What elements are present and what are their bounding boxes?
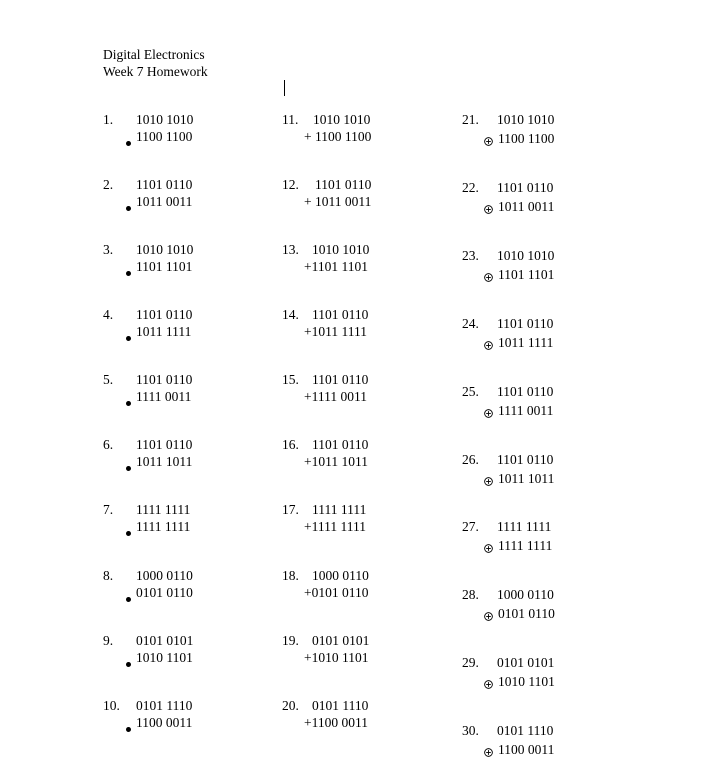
- operand-a: 1101 0110: [497, 180, 554, 195]
- operand-a: 0101 1110: [136, 698, 193, 713]
- problem-13: [282, 242, 462, 282]
- problem-number: 5.: [103, 372, 114, 387]
- operand-b: +1100 0011: [304, 715, 368, 730]
- and-operator-dot-icon: [126, 264, 131, 280]
- xor-operator-icon: [484, 270, 493, 286]
- operand-a: 1000 0110: [497, 587, 554, 602]
- and-operator-dot-icon: [126, 134, 131, 150]
- operand-b: 1101 1101: [498, 267, 555, 282]
- problem-25: [462, 384, 642, 424]
- operand-a: 1101 0110: [136, 372, 193, 387]
- problem-number: 8.: [103, 568, 114, 583]
- operand-b: 1011 1111: [136, 324, 192, 339]
- problem-number: 17.: [282, 502, 299, 517]
- and-operator-dot-icon: [126, 590, 131, 606]
- problem-number: 11.: [282, 112, 299, 127]
- problem-number: 1.: [103, 112, 114, 127]
- operand-b: 1011 0011: [498, 199, 555, 214]
- and-operator-dot-icon: [126, 329, 131, 345]
- problem-number: 10.: [103, 698, 120, 713]
- and-operator-dot-icon: [126, 199, 131, 215]
- operand-a: 0101 1110: [497, 723, 554, 738]
- problem-number: 23.: [462, 248, 479, 263]
- problem-number: 12.: [282, 177, 299, 192]
- and-operator-dot-icon: [126, 524, 131, 540]
- and-operator-dot-icon: [126, 394, 131, 410]
- problem-number: 14.: [282, 307, 299, 322]
- problem-number: 15.: [282, 372, 299, 387]
- operand-a: 1010 1010: [313, 112, 371, 127]
- problem-number: 4.: [103, 307, 114, 322]
- problem-24: [462, 316, 642, 356]
- operand-b: +1010 1101: [304, 650, 369, 665]
- problem-number: 29.: [462, 655, 479, 670]
- xor-operator-icon: [484, 609, 493, 625]
- operand-b: 1100 0011: [136, 715, 193, 730]
- xor-operator-icon: [484, 202, 493, 218]
- operand-a: 1010 1010: [136, 112, 194, 127]
- problem-23: [462, 248, 642, 288]
- operand-a: 0101 0101: [497, 655, 555, 670]
- problem-6: [103, 437, 283, 477]
- xor-operator-icon: [484, 745, 493, 761]
- operand-a: 1101 0110: [497, 452, 554, 467]
- problem-18: [282, 568, 462, 608]
- and-operator-dot-icon: [126, 459, 131, 475]
- operand-b: +1111 1111: [304, 519, 366, 534]
- operand-a: 1010 1010: [497, 248, 555, 263]
- problem-30: [462, 723, 642, 763]
- problem-9: [103, 633, 283, 673]
- operand-a: 0101 1110: [312, 698, 369, 713]
- problem-number: 22.: [462, 180, 479, 195]
- operand-a: 1101 0110: [136, 177, 193, 192]
- operand-b: + 1011 0011: [304, 194, 372, 209]
- problem-10: [103, 698, 283, 738]
- operand-a: 1111 1111: [136, 502, 191, 517]
- problem-7: [103, 502, 283, 542]
- operand-a: 0101 0101: [136, 633, 194, 648]
- operand-b: 1011 0011: [136, 194, 193, 209]
- problem-27: [462, 519, 642, 559]
- problem-29: [462, 655, 642, 695]
- operand-b: 1111 0011: [498, 403, 554, 418]
- xor-operator-icon: [484, 541, 493, 557]
- operand-a: 1010 1010: [312, 242, 370, 257]
- operand-a: 1010 1010: [497, 112, 555, 127]
- operand-a: 1101 0110: [312, 372, 369, 387]
- operand-b: 1100 1100: [498, 131, 555, 146]
- problem-16: [282, 437, 462, 477]
- xor-operator-icon: [484, 338, 493, 354]
- operand-b: 1101 1101: [136, 259, 193, 274]
- operand-a: 1101 0110: [312, 307, 369, 322]
- problem-21: [462, 112, 642, 152]
- and-operator-dot-icon: [126, 655, 131, 671]
- operand-b: 1010 1101: [498, 674, 555, 689]
- operand-a: 1111 1111: [312, 502, 367, 517]
- problem-5: [103, 372, 283, 412]
- problem-number: 21.: [462, 112, 479, 127]
- problem-1: [103, 112, 283, 152]
- problem-number: 24.: [462, 316, 479, 331]
- operand-b: +1111 0011: [304, 389, 367, 404]
- operand-a: 1000 0110: [136, 568, 193, 583]
- operand-b: 1111 1111: [136, 519, 191, 534]
- problem-15: [282, 372, 462, 412]
- operand-b: 1100 1100: [136, 129, 193, 144]
- operand-b: 1010 1101: [136, 650, 193, 665]
- operand-b: 1011 1011: [136, 454, 193, 469]
- problem-14: [282, 307, 462, 347]
- operand-a: 1101 0110: [136, 437, 193, 452]
- text-cursor: [284, 80, 285, 96]
- problem-number: 20.: [282, 698, 299, 713]
- problem-number: 9.: [103, 633, 114, 648]
- operand-b: 0101 0110: [498, 606, 555, 621]
- problem-3: [103, 242, 283, 282]
- problem-number: 7.: [103, 502, 114, 517]
- operand-b: +1011 1011: [304, 454, 368, 469]
- operand-b: +1011 1111: [304, 324, 367, 339]
- operand-a: 1101 0110: [497, 384, 554, 399]
- problem-number: 2.: [103, 177, 114, 192]
- operand-b: 1011 1011: [498, 471, 555, 486]
- problem-number: 3.: [103, 242, 114, 257]
- xor-operator-icon: [484, 406, 493, 422]
- xor-operator-icon: [484, 677, 493, 693]
- operand-a: 1101 0110: [312, 437, 369, 452]
- problem-4: [103, 307, 283, 347]
- operand-a: 1111 1111: [497, 519, 552, 534]
- problem-22: [462, 180, 642, 220]
- problem-8: [103, 568, 283, 608]
- problem-26: [462, 452, 642, 492]
- problem-2: [103, 177, 283, 217]
- problem-number: 18.: [282, 568, 299, 583]
- operand-a: 1000 0110: [312, 568, 369, 583]
- course-title: Digital Electronics: [103, 47, 205, 62]
- assignment-title: Week 7 Homework: [103, 64, 208, 79]
- problem-number: 19.: [282, 633, 299, 648]
- problem-number: 25.: [462, 384, 479, 399]
- problem-28: [462, 587, 642, 627]
- problem-11: [282, 112, 462, 152]
- problem-20: [282, 698, 462, 738]
- problem-number: 6.: [103, 437, 114, 452]
- problem-number: 16.: [282, 437, 299, 452]
- xor-operator-icon: [484, 134, 493, 150]
- problem-number: 13.: [282, 242, 299, 257]
- problem-19: [282, 633, 462, 673]
- problem-number: 30.: [462, 723, 479, 738]
- operand-a: 1101 0110: [497, 316, 554, 331]
- operand-b: 0101 0110: [136, 585, 193, 600]
- operand-a: 1101 0110: [315, 177, 372, 192]
- operand-a: 0101 0101: [312, 633, 370, 648]
- operand-b: 1011 1111: [498, 335, 554, 350]
- problem-12: [282, 177, 462, 217]
- xor-operator-icon: [484, 474, 493, 490]
- problem-number: 26.: [462, 452, 479, 467]
- operand-b: +0101 0110: [304, 585, 369, 600]
- operand-b: 1111 0011: [136, 389, 192, 404]
- and-operator-dot-icon: [126, 720, 131, 736]
- operand-b: 1100 0011: [498, 742, 555, 757]
- operand-a: 1101 0110: [136, 307, 193, 322]
- problem-number: 27.: [462, 519, 479, 534]
- operand-b: 1111 1111: [498, 538, 553, 553]
- operand-a: 1010 1010: [136, 242, 194, 257]
- problem-number: 28.: [462, 587, 479, 602]
- operand-b: +1101 1101: [304, 259, 368, 274]
- problem-17: [282, 502, 462, 542]
- operand-b: + 1100 1100: [304, 129, 372, 144]
